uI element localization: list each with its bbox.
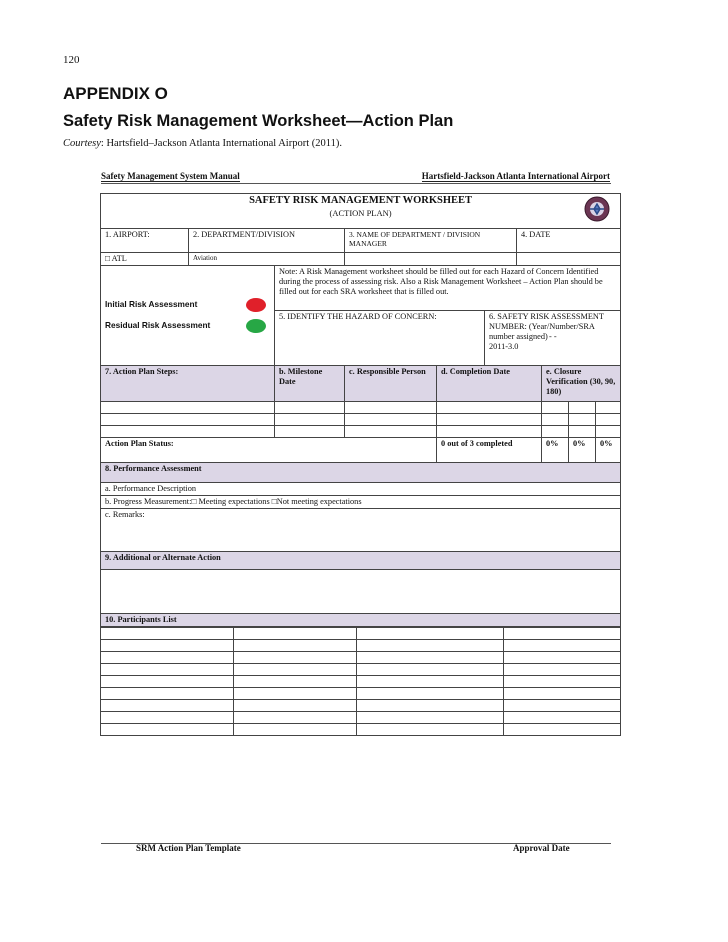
sra-value: 2011-3.0 xyxy=(489,341,519,351)
participant-cell[interactable] xyxy=(504,699,621,711)
sra-number-cell[interactable] xyxy=(485,310,621,365)
participant-row[interactable] xyxy=(101,699,621,711)
milestone-header: b. Milestone Date xyxy=(275,365,345,401)
participant-cell[interactable] xyxy=(101,675,234,687)
sra-label: 6. SAFETY RISK ASSESSMENT NUMBER: (Year/Number/SRA number assigned) xyxy=(489,311,604,341)
participants-table xyxy=(100,627,621,736)
participant-cell[interactable] xyxy=(357,675,504,687)
participant-row[interactable] xyxy=(101,639,621,651)
date-label: 4. DATE xyxy=(517,229,621,253)
participant-cell[interactable] xyxy=(357,639,504,651)
participant-cell[interactable] xyxy=(101,639,234,651)
red-risk-dot-icon xyxy=(246,298,266,312)
worksheet-subtitle: (ACTION PLAN) xyxy=(329,207,392,218)
courtesy-label: Courtesy xyxy=(63,138,101,149)
airport-emblem-icon xyxy=(584,196,610,222)
header-divider xyxy=(101,183,611,184)
srm-worksheet xyxy=(100,193,620,736)
appendix-title: APPENDIX O xyxy=(63,84,168,103)
participant-cell[interactable] xyxy=(504,651,621,663)
participant-cell[interactable] xyxy=(504,663,621,675)
participant-row[interactable] xyxy=(101,663,621,675)
worksheet-table xyxy=(100,193,621,627)
worksheet-title: SAFETY RISK MANAGEMENT WORKSHEET xyxy=(249,195,473,206)
participant-cell[interactable] xyxy=(234,651,357,663)
participant-cell[interactable] xyxy=(101,663,234,675)
participant-cell[interactable] xyxy=(101,651,234,663)
action-step-row[interactable] xyxy=(101,401,621,413)
closure-header: e. Closure Verification (30, 90, 180) xyxy=(542,365,621,401)
participant-cell[interactable] xyxy=(234,687,357,699)
airport-label: 1. AIRPORT: xyxy=(101,229,189,253)
performance-description[interactable]: a. Performance Description xyxy=(101,482,621,495)
green-risk-dot-icon xyxy=(246,319,266,333)
participant-cell[interactable] xyxy=(357,711,504,723)
participant-cell[interactable] xyxy=(504,627,621,639)
participant-row[interactable] xyxy=(101,675,621,687)
participant-row[interactable] xyxy=(101,723,621,735)
risk-assessment-legend xyxy=(101,265,275,365)
participant-cell[interactable] xyxy=(101,723,234,735)
action-step-row[interactable] xyxy=(101,425,621,437)
additional-action-header: 9. Additional or Alternate Action xyxy=(101,551,621,569)
completion-header: d. Completion Date xyxy=(437,365,542,401)
additional-action-field[interactable] xyxy=(101,569,621,613)
participant-cell[interactable] xyxy=(357,723,504,735)
remarks[interactable]: c. Remarks: xyxy=(101,508,621,551)
progress-measurement[interactable]: b. Progress Measurement:□ Meeting expectations □Not meeting expectations xyxy=(101,495,621,508)
participant-cell[interactable] xyxy=(234,723,357,735)
participant-cell[interactable] xyxy=(234,663,357,675)
worksheet-note: Note: A Risk Management worksheet should be filled out for each Hazard of Concern Identified during the process of assessing risk. Also a Risk Management Worksheet – Action Plan should be filled out for each SRA worksheet that is filled out. xyxy=(275,265,621,310)
courtesy-line xyxy=(63,138,342,149)
residual-risk-label: Residual Risk Assessment xyxy=(105,319,211,330)
participant-cell[interactable] xyxy=(234,639,357,651)
pct-180-day: 0% xyxy=(596,437,621,462)
department-value[interactable]: Aviation xyxy=(189,253,345,266)
participant-cell[interactable] xyxy=(504,711,621,723)
status-completed: 0 out of 3 completed xyxy=(437,437,542,462)
pct-90-day: 0% xyxy=(569,437,596,462)
manual-header-left: Safety Management System Manual xyxy=(101,171,240,181)
manager-label: 3. NAME OF DEPARTMENT / DIVISION MANAGER xyxy=(345,229,517,253)
participant-cell[interactable] xyxy=(101,699,234,711)
pct-30-day: 0% xyxy=(542,437,569,462)
participant-cell[interactable] xyxy=(504,639,621,651)
footer-template-label: SRM Action Plan Template xyxy=(136,843,241,853)
page-number: 120 xyxy=(63,54,80,66)
participant-row[interactable] xyxy=(101,711,621,723)
hazard-label[interactable]: 5. IDENTIFY THE HAZARD OF CONCERN: xyxy=(275,310,485,365)
manager-value[interactable] xyxy=(345,253,517,266)
worksheet-title-cell xyxy=(101,194,621,229)
manual-header-right: Hartsfield-Jackson Atlanta International Airport xyxy=(421,171,610,181)
courtesy-text: : Hartsfield–Jackson Atlanta International Airport (2011). xyxy=(100,138,342,149)
participant-cell[interactable] xyxy=(357,663,504,675)
action-plan-status-label: Action Plan Status: xyxy=(101,437,437,462)
performance-header: 8. Performance Assessment xyxy=(101,462,621,482)
participant-cell[interactable] xyxy=(504,687,621,699)
participant-cell[interactable] xyxy=(101,687,234,699)
participant-cell[interactable] xyxy=(504,723,621,735)
participant-cell[interactable] xyxy=(234,711,357,723)
participant-row[interactable] xyxy=(101,651,621,663)
page-title: Safety Risk Management Worksheet—Action Plan xyxy=(63,112,454,130)
initial-risk-label: Initial Risk Assessment xyxy=(105,298,198,309)
participant-cell[interactable] xyxy=(504,675,621,687)
action-step-row[interactable] xyxy=(101,413,621,425)
footer-approval-label: Approval Date xyxy=(513,843,570,853)
sra-dashes: - - xyxy=(549,331,557,341)
participant-row[interactable] xyxy=(101,687,621,699)
participants-header: 10. Participants List xyxy=(101,613,621,626)
responsible-header: c. Responsible Person xyxy=(345,365,437,401)
participant-cell[interactable] xyxy=(357,699,504,711)
participant-cell[interactable] xyxy=(357,651,504,663)
date-value[interactable] xyxy=(517,253,621,266)
participant-cell[interactable] xyxy=(101,627,234,639)
participant-row[interactable] xyxy=(101,627,621,639)
participant-cell[interactable] xyxy=(357,627,504,639)
action-steps-header: 7. Action Plan Steps: xyxy=(101,365,275,401)
participant-cell[interactable] xyxy=(357,687,504,699)
participant-cell[interactable] xyxy=(234,627,357,639)
participant-cell[interactable] xyxy=(234,675,357,687)
participant-cell[interactable] xyxy=(101,711,234,723)
department-label: 2. DEPARTMENT/DIVISION xyxy=(189,229,345,253)
participant-cell[interactable] xyxy=(234,699,357,711)
airport-value[interactable]: □ ATL xyxy=(101,253,189,266)
